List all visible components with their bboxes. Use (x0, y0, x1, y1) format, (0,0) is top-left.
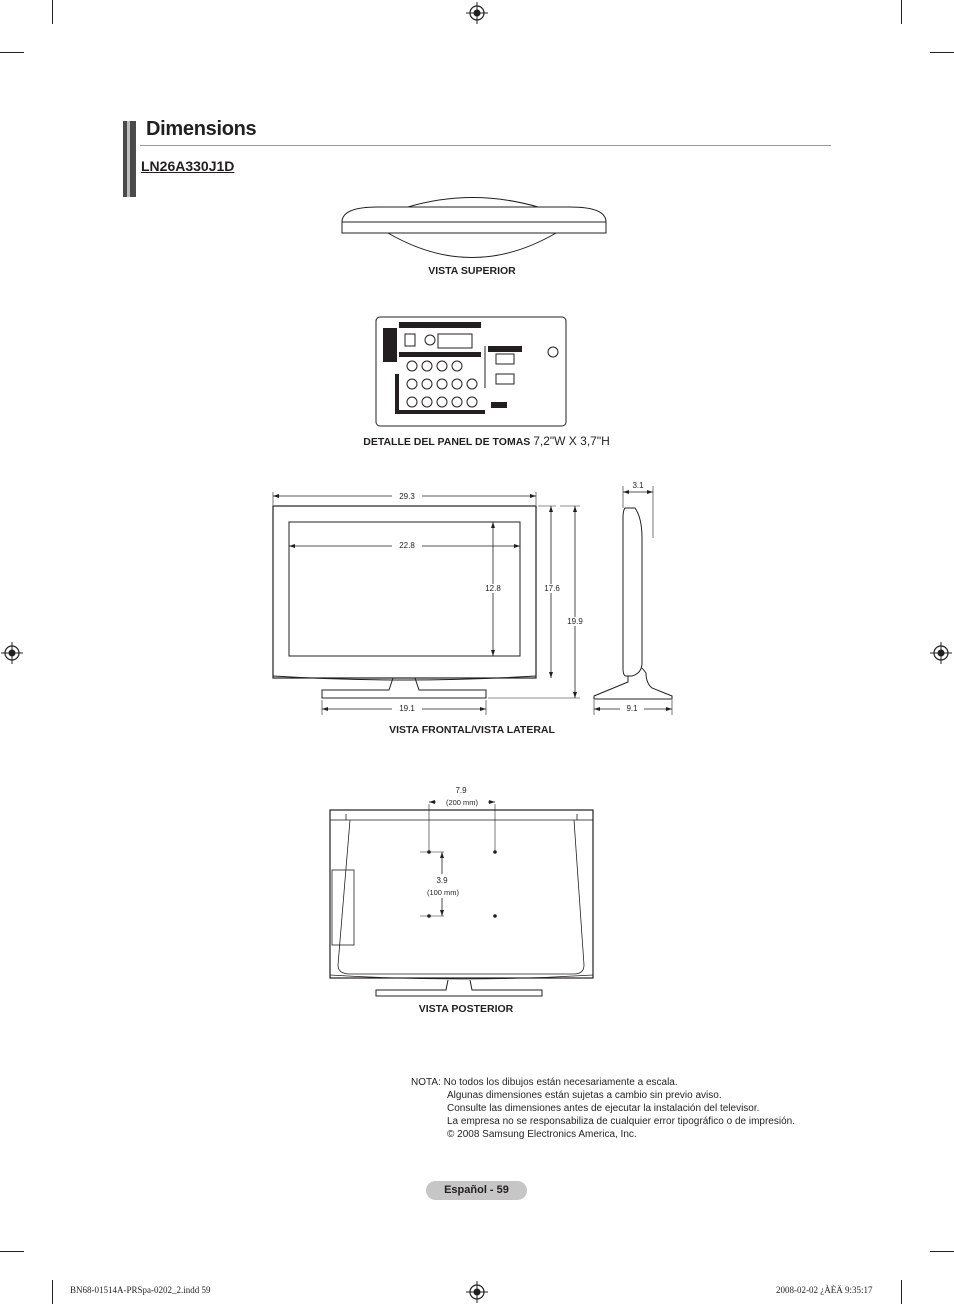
dim-overall-width: 29.3 (392, 492, 422, 501)
crop-mark (0, 52, 24, 53)
caption-jack-panel (300, 434, 673, 448)
registration-mark-icon (930, 642, 952, 664)
note-label: NOTA: (411, 1077, 441, 1088)
caption-jack-panel-size: 7,2"W X 3,7"H (533, 434, 610, 448)
title-accent-bar (123, 121, 136, 197)
dim-total-height: 19.9 (562, 617, 588, 626)
registration-mark-icon (466, 2, 488, 24)
dim-depth: 3.1 (626, 481, 650, 490)
dim-screen-height: 12.8 (480, 584, 506, 593)
dim-vesa-horizontal-mm: (200 mm) (436, 798, 488, 807)
caption-jack-panel-label: DETALLE DEL PANEL DE TOMAS (363, 436, 531, 448)
note-text: No todos los dibujos están necesariamente a escala. (443, 1077, 678, 1088)
dim-stand-width: 19.1 (392, 704, 422, 713)
disclaimer-note (411, 1076, 795, 1141)
dim-stand-depth: 9.1 (620, 704, 644, 713)
dim-vesa-vertical: 3.9 (436, 876, 448, 885)
crop-mark (52, 0, 53, 24)
jack-panel-drawing (375, 316, 568, 428)
crop-mark (930, 1251, 954, 1252)
top-view-drawing (338, 192, 610, 264)
side-view-drawing (588, 478, 680, 718)
dim-screen-width: 22.8 (392, 541, 422, 550)
crop-mark (901, 1280, 902, 1304)
note-line: © 2008 Samsung Electronics America, Inc. (447, 1129, 637, 1140)
crop-mark (930, 52, 954, 53)
caption-rear-view: VISTA POSTERIOR (418, 1003, 514, 1015)
title-divider (140, 145, 831, 146)
note-line: La empresa no se responsabiliza de cualquier error tipográfico o de impresión. (447, 1116, 795, 1127)
registration-mark-icon (1, 642, 23, 664)
footer-timestamp: 2008-02-02 ¿ÀÈÄ 9:35:17 (776, 1285, 873, 1295)
front-view-drawing (260, 478, 590, 718)
note-line (411, 1076, 795, 1089)
note-line: Consulte las dimensiones antes de ejecutar la instalación del televisor. (447, 1103, 760, 1114)
page-title: Dimensions (146, 118, 257, 140)
footer-file-name: BN68-01514A-PRSpa-0202_2.indd 59 (70, 1285, 211, 1295)
model-number: LN26A330J1D (141, 158, 235, 174)
dim-vesa-horizontal: 7.9 (455, 786, 467, 795)
crop-mark (0, 1251, 24, 1252)
crop-mark (901, 0, 902, 24)
dim-body-height: 17.6 (539, 584, 565, 593)
page-number-badge: Español - 59 (426, 1181, 527, 1200)
note-line: Algunas dimensiones están sujetas a cambio sin previo aviso. (447, 1090, 722, 1101)
dim-vesa-vertical-mm: (100 mm) (417, 888, 469, 897)
crop-mark (52, 1280, 53, 1304)
caption-top-view: VISTA SUPERIOR (428, 265, 516, 277)
caption-front-side-view: VISTA FRONTAL/VISTA LATERAL (389, 724, 555, 736)
registration-mark-icon (466, 1281, 488, 1303)
